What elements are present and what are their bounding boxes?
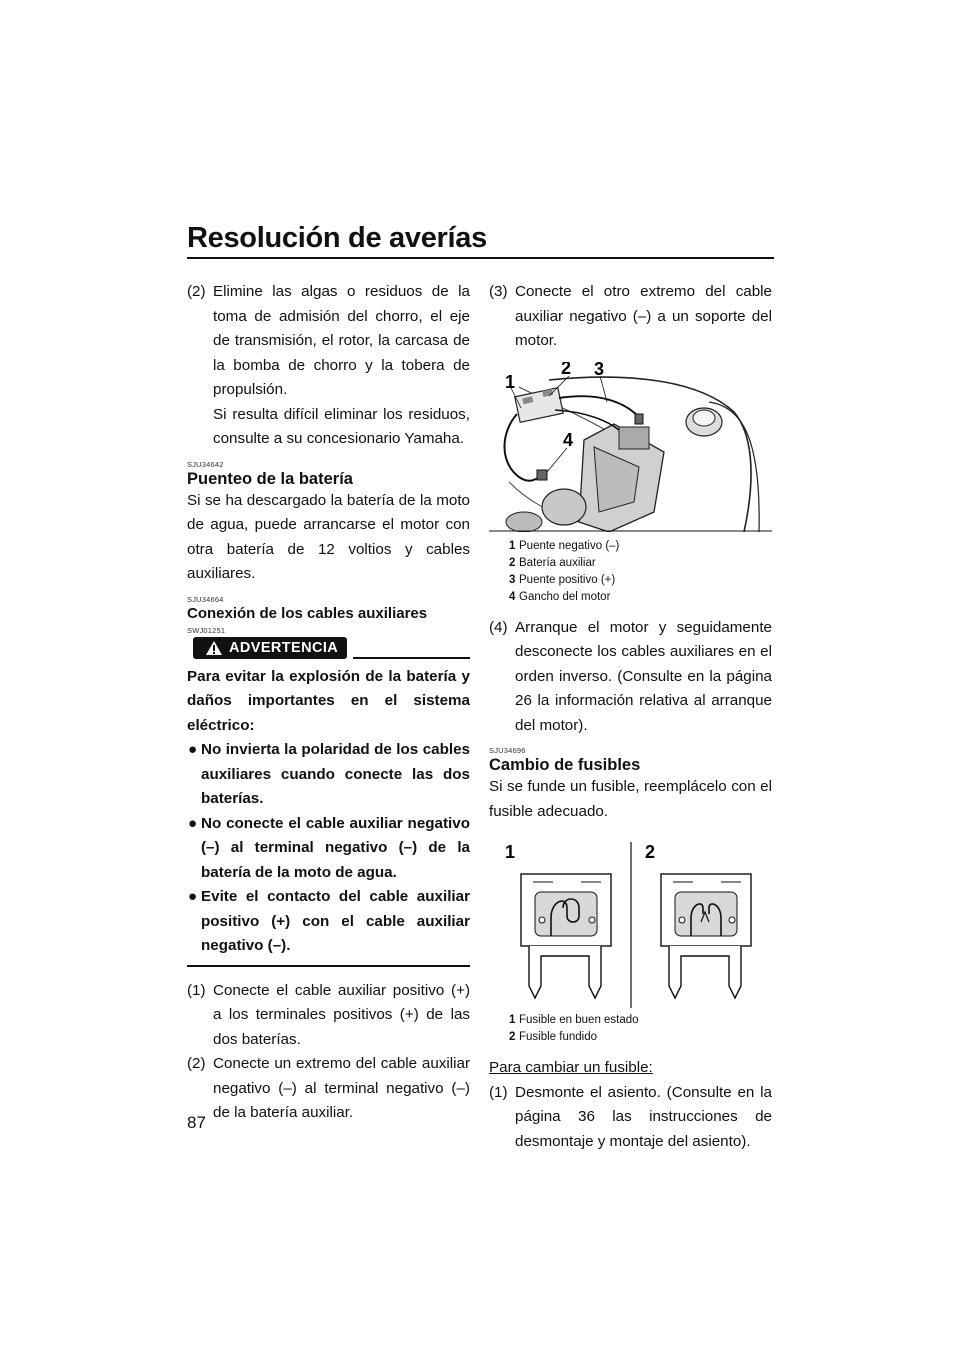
subsection-heading-conexion: Conexión de los cables auxiliares [187, 604, 428, 622]
page-number: 87 [187, 1113, 206, 1132]
caption-item: 2 Batería auxiliar [509, 556, 596, 569]
warning-header [187, 637, 470, 659]
warning-rule [353, 657, 470, 659]
ref-code: SJU34696 [489, 746, 526, 755]
warning-triangle-icon [205, 640, 223, 656]
step-text-2: Si resulta difícil eliminar los residuos, consulte a su concesionario Yamaha. [213, 405, 470, 447]
callout-4: 4 [563, 429, 574, 450]
warning-item: ● No conecte el cable auxiliar negativo (–) al terminal negativo (–) de la batería de la moto de agua. [188, 814, 470, 881]
section-heading-puenteo: Puenteo de la batería [187, 469, 353, 488]
warning-badge [193, 637, 347, 659]
warning-item: ● Evite el contacto del cable auxiliar positivo (+) con el cable auxiliar negativo (–). [188, 888, 470, 954]
ref-code: SJU34664 [187, 594, 224, 604]
step-number: (2) [187, 283, 206, 300]
callout-fuse-1: 1 [505, 842, 516, 862]
step-4-start-engine: (4) Arranque el motor y seguidamente desconecte los cables auxiliares en el orden inverso. (Consulte en la página 26 la información relativa al arranque del motor). [489, 618, 772, 734]
fuses-illustration [489, 838, 772, 1008]
fuses-figure [489, 838, 772, 1008]
ref-code: SWJ01251 [187, 625, 226, 635]
ref-code: SJU34642 [187, 459, 224, 469]
figure-2-captions [489, 1012, 772, 1046]
step-1-connect-positive: (1) Conecte el cable auxiliar positivo (+) a los terminales positivos (+) de las dos baterías. [187, 981, 470, 1048]
warning-label: ADVERTENCIA [229, 639, 339, 656]
caption-item: 1 Puente negativo (–) [509, 539, 620, 552]
warning-intro: Para evitar la explosión de la batería y daños importantes en el sistema eléctrico: [187, 667, 470, 734]
page-title: Resolución de averías [187, 222, 487, 254]
step-text: Elimine las algas o residuos de la toma de admisión del chorro, el eje de transmisión, el rotor, la carcasa de la bomba de chorro y la tobera de propulsión. [213, 283, 470, 398]
warning-body [187, 665, 470, 959]
title-rule [187, 257, 774, 259]
step-1-remove-seat: (1) Desmonte el asiento. (Consulte en la página 36 las instrucciones de desmontaje y montaje del asiento). [489, 1083, 772, 1150]
right-column [489, 280, 772, 1154]
step-3-connect-engine: (3) Conecte el otro extremo del cable auxiliar negativo (–) a un soporte del motor. [489, 283, 772, 349]
callout-2: 2 [561, 361, 572, 378]
caption-item: 1 Fusible en buen estado [509, 1014, 639, 1026]
paragraph-fusibles: Si se funde un fusible, reemplácelo con el fusible adecuado. [489, 778, 772, 820]
figure-1-captions [489, 538, 772, 606]
subheading-cambiar-fusible: Para cambiar un fusible: [489, 1059, 653, 1076]
callout-fuse-2: 2 [645, 842, 656, 862]
callout-1: 1 [505, 371, 516, 392]
caption-item: 2 Fusible fundido [509, 1031, 597, 1043]
caption-item: 3 Puente positivo (+) [509, 573, 616, 586]
jumper-cables-figure [489, 362, 772, 532]
blown-fuse-drawing [661, 874, 751, 998]
caption-item: 4 Gancho del motor [509, 590, 611, 603]
warning-item: ● No invierta la polaridad de los cables auxiliares cuando conecte las dos baterías. [188, 741, 470, 807]
section-heading-fusibles: Cambio de fusibles [489, 756, 641, 774]
step-2-connect-negative: (2) Conecte un extremo del cable auxiliar negativo (–) al terminal negativo (–) de la batería auxiliar. [187, 1055, 470, 1121]
callout-3: 3 [594, 361, 605, 379]
engine-bay-illustration [489, 362, 772, 532]
left-column [187, 280, 470, 1126]
step-2-cleaning [187, 280, 470, 452]
good-fuse-drawing [521, 874, 611, 998]
paragraph-puenteo: Si se ha descargado la batería de la moto de agua, puede arrancarse el motor con otra batería de 12 voltios y cables auxiliares. [187, 491, 470, 582]
